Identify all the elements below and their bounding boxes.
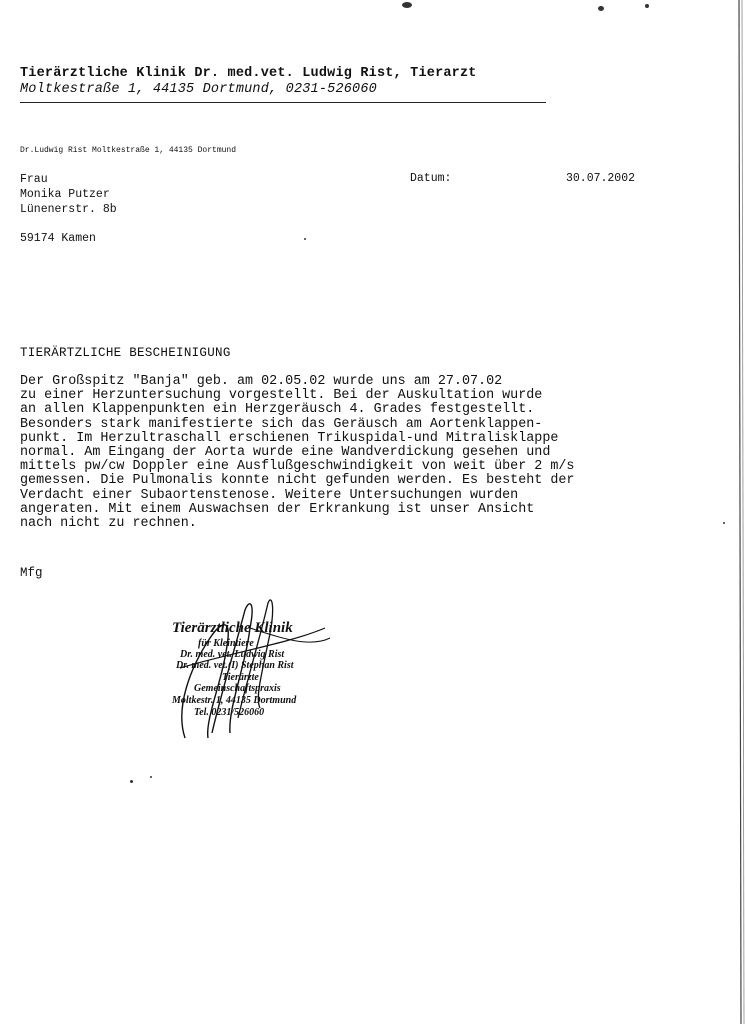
stamp-line: Tierärztliche Klinik — [172, 620, 293, 636]
scan-speck — [645, 4, 649, 8]
scan-edge-shadow — [727, 0, 745, 1024]
body-line: angeraten. Mit einem Auswachsen der Erkrankung ist unser Ansicht — [20, 501, 535, 517]
scan-speck — [150, 776, 152, 778]
body-line: zu einer Herzuntersuchung vorgestellt. Bei der Auskultation wurde — [20, 388, 543, 404]
scan-speck — [304, 238, 306, 240]
body-line: gemessen. Die Pulmonalis konnte nicht gefunden werden. Es besteht der — [20, 473, 575, 489]
stamp-line: Gemeinschaftspraxis — [194, 683, 281, 694]
recipient-salutation: Frau — [20, 173, 48, 186]
stamp-line: Dr. med. vet. Ludwig Rist — [180, 649, 285, 660]
scan-speck — [723, 522, 725, 524]
stamp-line: Tel. 0231/526060 — [194, 707, 265, 718]
stamp-line: Moltkestr. 1, 44135 Dortmund — [172, 695, 297, 706]
body-line: nach nicht zu rechnen. — [20, 516, 197, 532]
letterhead-address: Moltkestraße 1, 44135 Dortmund, 0231-526060 — [20, 82, 377, 97]
sender-return-address: Dr.Ludwig Rist Moltkestraße 1, 44135 Dortmund — [20, 146, 237, 155]
body-line: normal. Am Eingang der Aorta wurde eine Wandverdickung gesehen und — [20, 445, 551, 461]
recipient-name: Monika Putzer — [20, 188, 110, 201]
date-label: Datum: — [410, 172, 452, 185]
scan-speck — [598, 6, 604, 11]
body-line: an allen Klappenpunkten ein Herzgeräusch 4. Grades festgestellt. — [20, 402, 535, 418]
scan-speck — [130, 780, 133, 783]
body-line: Besonders stark manifestierte sich das Geräusch am Aortenklappen- — [20, 416, 543, 432]
clinic-stamp-with-signature — [150, 598, 350, 748]
body-line: punkt. Im Herzultraschall erschienen Trikuspidal-und Mitralisklappe — [20, 430, 559, 446]
body-line: mittels pw/cw Doppler eine Ausflußgeschwindigkeit von weit über 2 m/s — [20, 459, 575, 475]
closing: Mfg — [20, 566, 43, 580]
recipient-address — [20, 172, 117, 217]
handwritten-signature — [150, 598, 350, 748]
letter-body — [20, 375, 574, 531]
document-title: TIERÄRTZLICHE BESCHEINIGUNG — [20, 346, 231, 360]
letterhead-clinic-name: Tierärztliche Klinik Dr. med.vet. Ludwig Rist, Tierarzt — [20, 66, 477, 81]
body-line: Der Großspitz "Banja" geb. am 02.05.02 wurde uns am 27.07.02 — [20, 374, 503, 389]
letterhead-divider — [20, 102, 546, 103]
body-line: Verdacht einer Subaortenstenose. Weitere Untersuchungen wurden — [20, 487, 519, 503]
recipient-city: 59174 Kamen — [20, 232, 96, 245]
scan-speck — [402, 2, 412, 8]
stamp-line: Tierärzte — [222, 672, 259, 683]
recipient-street: Lünenerstr. 8b — [20, 203, 117, 216]
date-value: 30.07.2002 — [566, 172, 636, 185]
stamp-line: Dr. med. vet.(I) Stephan Rist — [176, 660, 294, 671]
stamp-line: für Kleintiere — [198, 638, 254, 649]
